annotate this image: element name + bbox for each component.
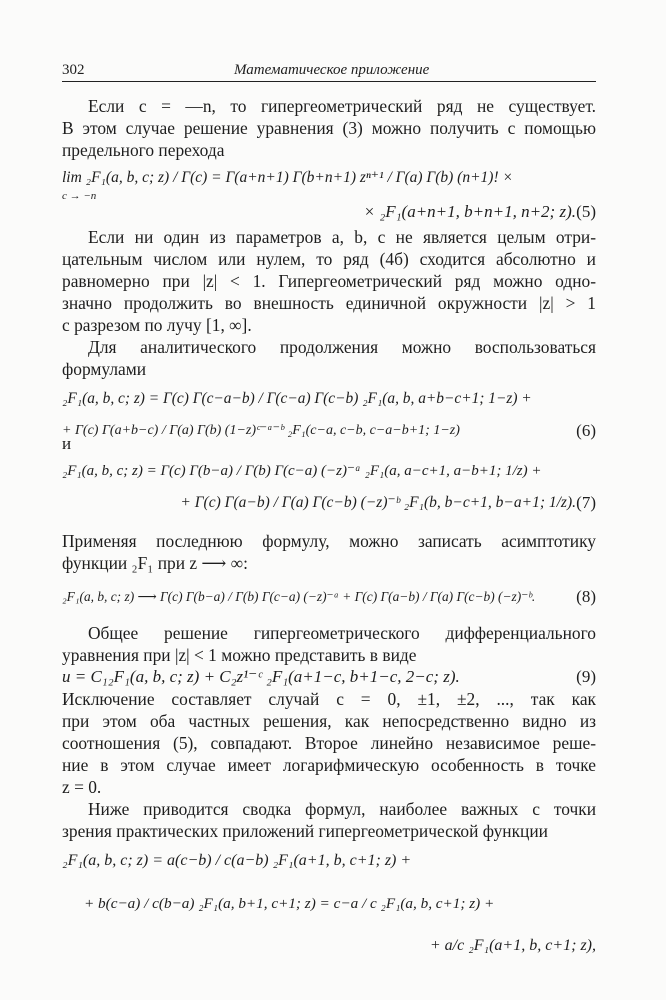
equation-8: ₂F₁(a, b, c; z) ⟶ Γ(c) Γ(b−a) / Γ(b) Γ(c−a) (−z)⁻ᵃ + Γ(c) Γ(a−b) / Γ(a) Γ(c−b) (−z)⁻ᵇ. [62,589,536,604]
equation-9: u = C₁₂F₁(a, b, c; z) + C₂z¹⁻ᶜ ₂F₁(a+1−c, b+1−c, 2−c; z). [62,667,460,686]
equation-5-line-2: × ₂F₁(a+n+1, b+n+1, n+2; z). [363,202,576,221]
equation-summary-line-1: ₂F₁(a, b, c; z) = a(c−b) / c(a−b) ₂F₁(a+1, b, c+1; z) + [62,852,412,869]
text-line: Исключение составляет случай c = 0, ±1, ±2, ..., так как [62,689,596,709]
text-line: при этом оба частных решения, как непосредственно видно из [62,711,596,731]
equation-number: (9) [576,667,596,686]
text-line: ние в этом случае имеет логарифмическую особенность в точке [62,755,596,775]
text-line: Применяя последнюю формулу, можно записать асимптотику [62,531,596,551]
equation-summary-line-2: + b(c−a) / c(b−a) ₂F₁(a, b+1, c+1; z) = c−a / c ₂F₁(a, b, c+1; z) + [84,895,495,912]
text-line: В этом случае решение уравнения (3) можно получить с помощью [62,118,596,138]
equation-number: (5) [576,202,596,221]
text-line: с разрезом по лучу [1, ∞]. [62,315,252,335]
equation-7-line-2: + Γ(c) Γ(a−b) / Γ(a) Γ(c−b) (−z)⁻ᵇ ₂F₁(b, b−c+1, b−a+1; 1/z). [180,494,576,511]
equation-5-limit: c → −n [62,190,97,202]
equation-summary-line-3: + a/c ₂F₁(a+1, b, c+1; z), [429,937,596,954]
equation-number: (6) [576,421,596,440]
page-header [62,59,596,82]
text-line: Общее решение гипергеометрического дифференциального [88,623,596,643]
text-line: функции ₂F₁ при z ⟶ ∞: [62,553,248,573]
text-line: соотношения (5), совпадают. Второе линейно независимое реше- [62,733,596,753]
page-number: 302 [62,62,85,78]
text-line: значно продолжить во внешность единичной окружности |z| > 1 [62,293,596,313]
equation-7-line-1: ₂F₁(a, b, c; z) = Γ(c) Γ(b−a) / Γ(b) Γ(c−a) (−z)⁻ᵃ ₂F₁(a, a−c+1, a−b+1; 1/z) + [62,463,542,479]
text-line: z = 0. [62,777,102,797]
equation-5-line-1: lim ₂F₁(a, b, c; z) / Γ(c) = Γ(a+n+1) Γ(b+n+1) zⁿ⁺¹ / Γ(a) Γ(b) (n+1)! × [62,169,513,186]
text-line: Для аналитического продолжения можно воспользоваться [88,337,596,357]
text-line: предельного перехода [62,140,225,160]
text-line: равномерно при |z| < 1. Гипергеометрический ряд можно одно- [62,271,596,291]
text-line: формулами [62,359,147,379]
text-line: цательным числом или нулем, то ряд (4б) сходится абсолютно и [62,249,596,269]
text-and: и [62,434,72,453]
equation-6-line-2: + Γ(c) Γ(a+b−c) / Γ(a) Γ(b) (1−z)ᶜ⁻ᵃ⁻ᵇ ₂F₁(c−a, c−b, c−a−b+1; 1−z) [62,423,460,438]
equation-number: (8) [576,587,596,606]
running-title: Математическое приложение [234,62,430,78]
equation-6-line-1: ₂F₁(a, b, c; z) = Γ(c) Γ(c−a−b) / Γ(c−a) Γ(c−b) ₂F₁(a, b, a+b−c+1; 1−z) + [62,390,532,407]
text-line: зрения практических приложений гипергеометрической функции [62,821,548,841]
equation-number: (7) [576,493,596,512]
text-line: уравнения при |z| < 1 можно представить в виде [62,645,417,665]
text-line: Если ни один из параметров a, b, c не является целым отри- [88,227,596,247]
text-line: Ниже приводится сводка формул, наиболее важных с точки [88,799,596,819]
text-line: Если c = —n, то гипергеометрический ряд не существует. [88,96,596,116]
